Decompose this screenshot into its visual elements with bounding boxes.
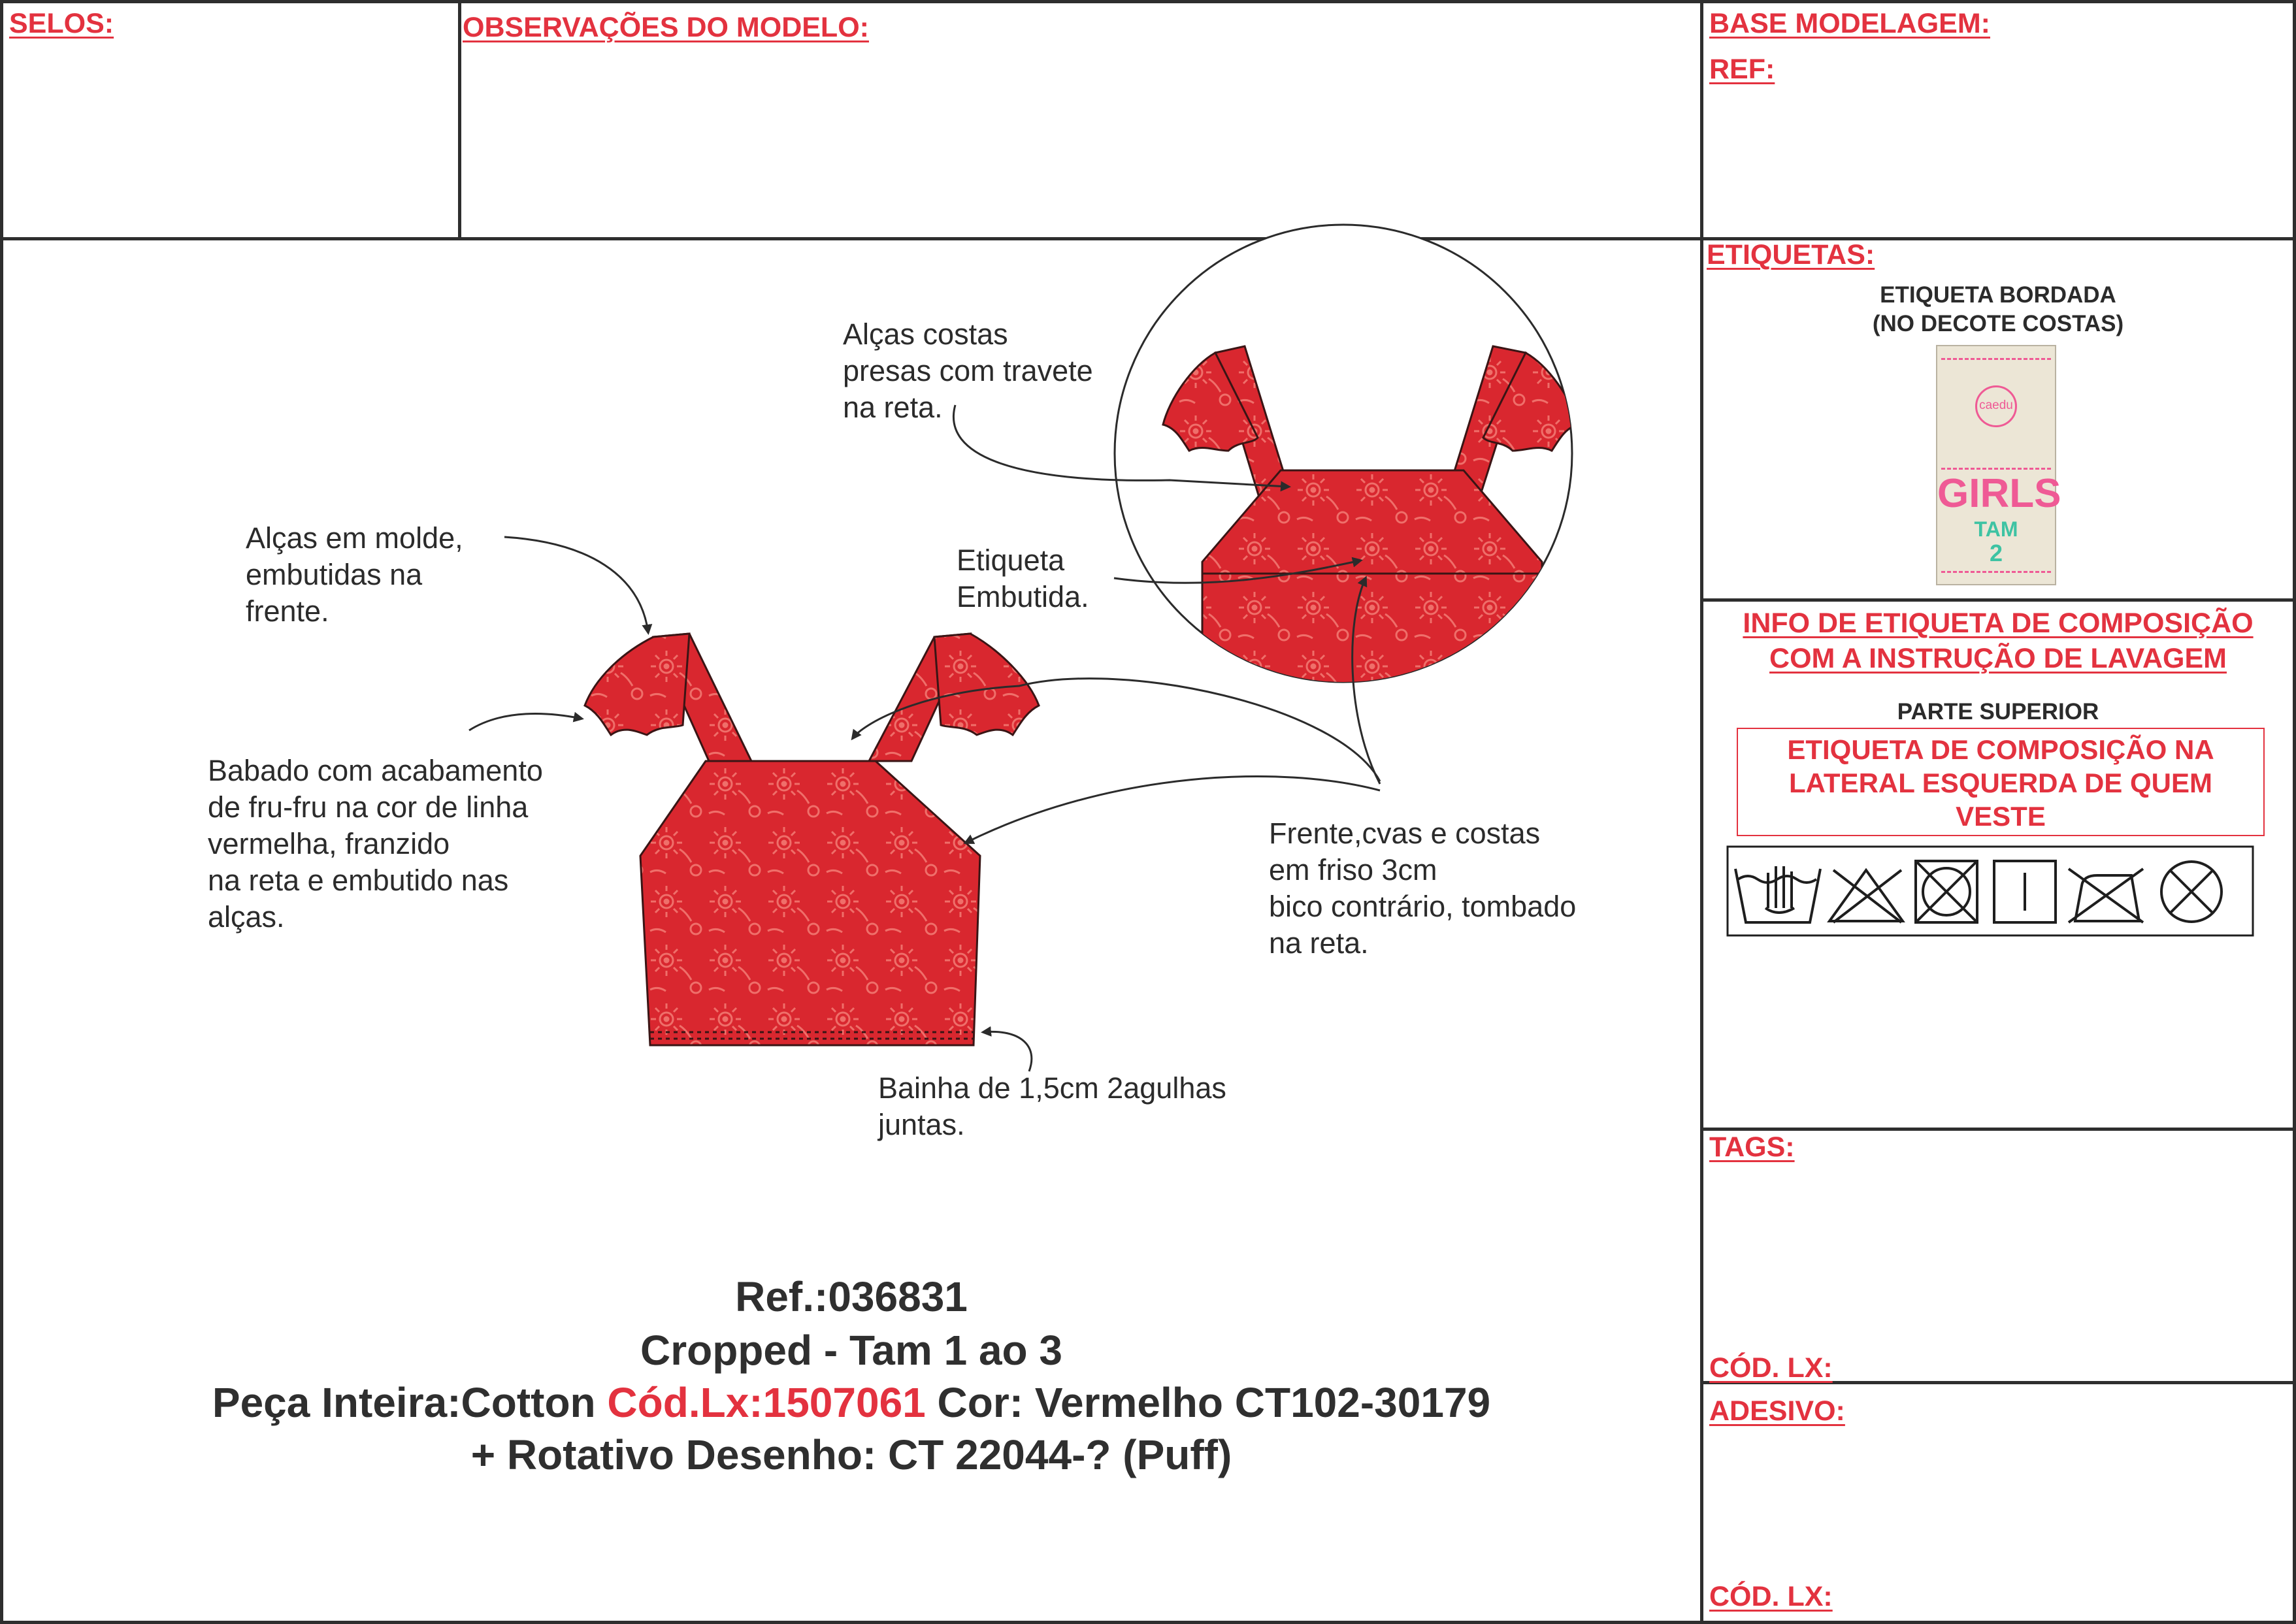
composicao-note-line2: LATERAL ESQUERDA DE QUEM [1789, 768, 2212, 798]
composicao-note-line3: VESTE [1956, 801, 2046, 832]
leader-alcas-molde [504, 537, 648, 632]
info-composicao-line1: INFO DE ETIQUETA DE COMPOSIÇÃO [1743, 608, 2254, 639]
no-dry-clean-icon [2161, 862, 2222, 922]
no-iron-icon [2069, 869, 2143, 922]
info-composicao-line2: COM A INSTRUÇÃO DE LAVAGEM [1769, 643, 2227, 674]
composicao-note-line1: ETIQUETA DE COMPOSIÇÃO NA [1787, 734, 2214, 765]
no-tumble-dry-icon [1916, 861, 1977, 922]
ref-label: REF: [1709, 54, 1775, 85]
no-bleach-icon [1829, 870, 1903, 922]
note-alcas-costas: Alças costas presas com travete na reta. [843, 317, 1093, 424]
spec-fabric-suffix: Cor: Vermelho CT102-30179 [925, 1379, 1491, 1426]
line-dry-icon [1994, 861, 2056, 922]
parte-superior: PARTE SUPERIOR [1897, 699, 2099, 724]
label-tam: TAM [1974, 517, 2018, 541]
leader-babado [469, 713, 582, 730]
label-brand: caedu [1979, 398, 2013, 412]
spec-fabric-code: Cód.Lx:1507061 [607, 1379, 926, 1426]
base-modelagem-label: BASE MODELAGEM: [1709, 8, 1990, 39]
etiquetas-label: ETIQUETAS: [1707, 239, 1875, 270]
note-frente: Frente,cvas e costas em friso 3cm bico contrário, tombado na reta. [1269, 817, 1577, 960]
leader-frente-2 [966, 777, 1380, 843]
spec-ref: Ref.:036831 [735, 1273, 968, 1320]
care-symbols [1728, 847, 2253, 935]
wash-hand-icon [1735, 866, 1820, 922]
note-babado: Babado com acabamento de fru-fru na cor de linha vermelha, franzido na reta e embutido nas alças. [208, 754, 543, 934]
note-alcas-molde: Alças em molde, embutidas na frente. [246, 521, 463, 628]
tags-label: TAGS: [1709, 1131, 1795, 1163]
leader-bainha [983, 1031, 1032, 1071]
etiqueta-bordada-line2: (NO DECOTE COSTAS) [1872, 311, 2124, 336]
cod-lx-adesivo: CÓD. LX: [1709, 1581, 1833, 1612]
note-bainha: Bainha de 1,5cm 2agulhas juntas. [878, 1071, 1226, 1141]
observacoes-label: OBSERVAÇÕES DO MODELO: [463, 12, 869, 43]
selos-label: SELOS: [9, 8, 114, 39]
cod-lx-tags: CÓD. LX: [1709, 1352, 1833, 1384]
etiqueta-bordada-line1: ETIQUETA BORDADA [1880, 282, 2116, 308]
adesivo-label: ADESIVO: [1709, 1395, 1845, 1427]
label-girls: GIRLS [1937, 471, 2061, 516]
spec-fabric-prefix: Peça Inteira:Cotton [212, 1379, 608, 1426]
label-size: 2 [1989, 540, 2003, 566]
spec-model: Cropped - Tam 1 ao 3 [640, 1327, 1063, 1374]
spec-print: + Rotativo Desenho: CT 22044-? (Puff) [470, 1431, 1232, 1478]
note-etiqueta-embutida: Etiqueta Embutida. [957, 544, 1089, 613]
